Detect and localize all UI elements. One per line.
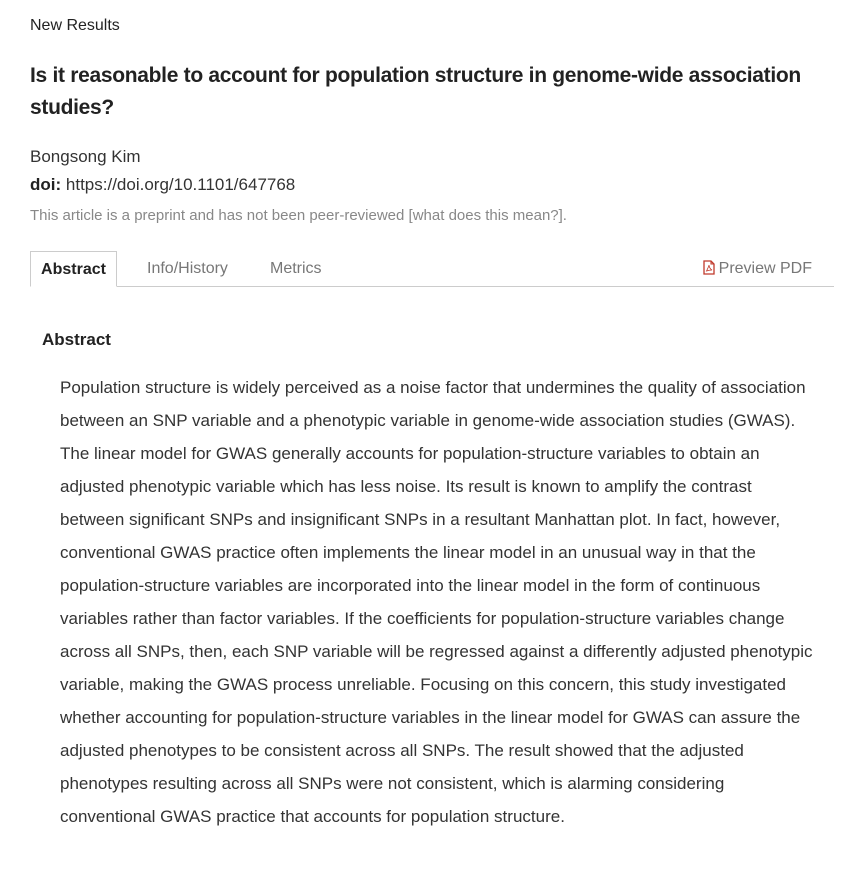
doi-label: doi: xyxy=(30,175,62,194)
preprint-info-link[interactable]: [what does this mean?]. xyxy=(408,207,567,224)
tab-metrics[interactable]: Metrics xyxy=(270,260,322,277)
article-tabs xyxy=(30,251,834,287)
tab-info-history[interactable]: Info/History xyxy=(147,260,228,277)
author-name[interactable]: Bongsong Kim xyxy=(30,147,141,166)
article-title: Is it reasonable to account for population structure in genome-wide association studies? xyxy=(30,64,801,119)
preprint-note xyxy=(30,207,567,224)
tab-abstract[interactable]: Abstract xyxy=(30,251,117,287)
preprint-note-text: This article is a preprint and has not been peer-reviewed xyxy=(30,207,405,224)
preview-pdf-button[interactable] xyxy=(703,251,812,286)
doi-line xyxy=(30,175,295,195)
preview-pdf-label: Preview PDF xyxy=(718,260,812,277)
abstract-text: Population structure is widely perceived as a noise factor that undermines the quality of association between an SNP variable and a phenotypic variable in genome-wide association studies (GWAS). The linear model for GWAS generally accounts for population-structure variables to obtain an adjusted phenotypic variable which has less noise. Its result is known to amplify the contrast between significant SNPs and insignificant SNPs in a resultant Manhattan plot. In fact, however, conventional GWAS practice often implements the linear model in an unusual way in that the population-structure variables are incorporated into the linear model in the form of continuous variables rather than factor variables. If the coefficients for population-structure variables change across all SNPs, then, each SNP variable will be regressed against a differently adjusted phenotypic variable, making the GWAS process unreliable. Focusing on this concern, this study investigated whether accounting for population-structure variables in the linear model for GWAS can assure the adjusted phenotypes to be consistent across all SNPs. The result showed that the adjusted phenotypes resulting across all SNPs were not consistent, which is alarming considering conventional GWAS practice that accounts for population structure. xyxy=(60,378,813,826)
section-label: New Results xyxy=(30,17,120,34)
file-pdf-icon xyxy=(703,253,715,288)
abstract-heading: Abstract xyxy=(42,330,111,349)
doi-link[interactable]: https://doi.org/10.1101/647768 xyxy=(65,175,296,194)
